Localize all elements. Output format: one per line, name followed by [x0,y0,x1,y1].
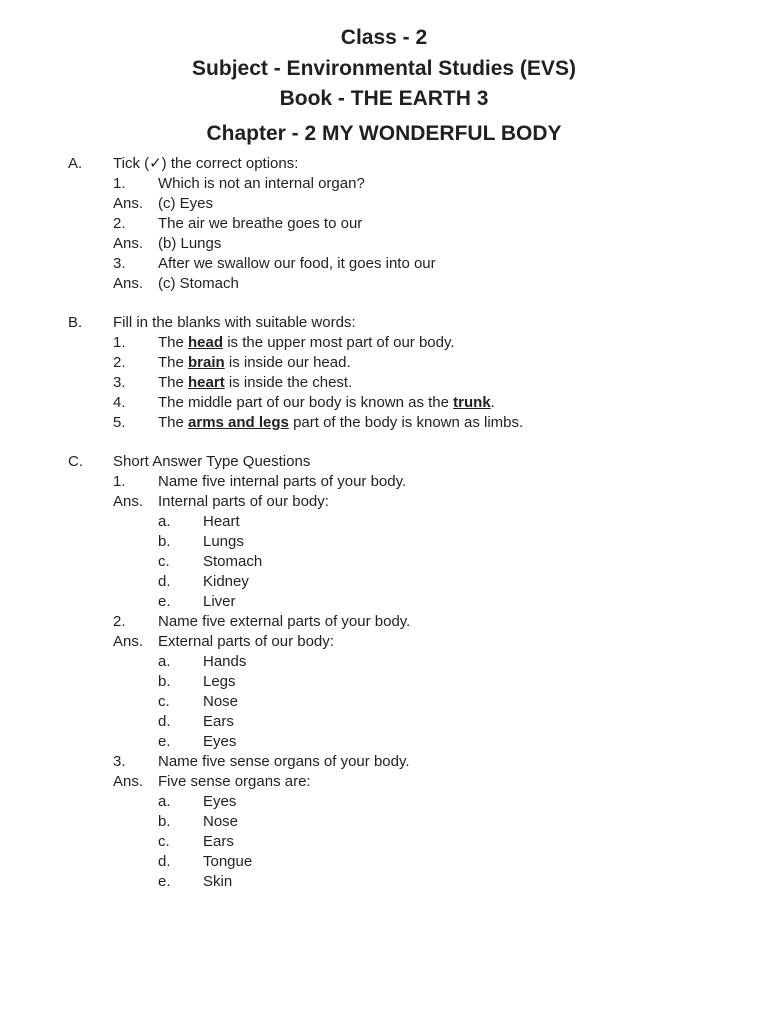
list-text: Nose [203,813,239,830]
question-text: Name five sense organs of your body. [158,753,410,770]
fill-blank-row [0,413,768,433]
list-item [0,692,768,712]
list-text: Ears [203,833,234,850]
sentence-end: part of the body is known as limbs. [288,414,524,431]
list-text: Legs [203,673,236,690]
answer-intro: External parts of our body: [158,633,334,650]
list-text: Hands [203,653,247,670]
fill-blank-sentence [158,393,495,413]
question-number: 4. [113,394,126,411]
answer-label: Ans. [113,633,144,650]
fill-blank-sentence [158,373,352,393]
list-text: Nose [203,693,239,710]
list-text: Ears [203,713,234,730]
list-letter: c. [158,693,170,710]
list-text: Eyes [203,793,237,810]
question-row [0,752,768,772]
question-number: 3. [113,374,126,391]
list-letter: d. [158,853,171,870]
sentence-end: . [490,394,495,411]
section-title: Short Answer Type Questions [113,453,311,470]
list-item [0,552,768,572]
list-letter: e. [158,873,171,890]
list-item [0,512,768,532]
question-number: 2. [113,613,126,630]
question-number: 2. [113,215,126,232]
question-text: The air we breathe goes to our [158,215,363,232]
question-number: 3. [113,753,126,770]
question-number: 1. [113,334,126,351]
section-a-title-row [0,154,768,174]
sentence-start: The [158,334,189,351]
list-item [0,792,768,812]
fill-blank-sentence [158,413,523,433]
answer-row [0,194,768,214]
list-text: Lungs [203,533,244,550]
answer-label: Ans. [113,195,144,212]
list-text: Stomach [203,553,263,570]
section-letter: A. [68,155,83,172]
section-title: Fill in the blanks with suitable words: [113,314,356,331]
list-text: Liver [203,593,236,610]
list-letter: e. [158,733,171,750]
fill-blank-row [0,333,768,353]
section-spacer [0,433,768,452]
list-item [0,532,768,552]
subject-heading: Subject - Environmental Studies (EVS) [192,57,576,80]
list-letter: a. [158,653,171,670]
list-letter: b. [158,533,171,550]
section-spacer [0,294,768,313]
sentence-start: The [158,374,189,391]
list-letter: b. [158,813,171,830]
list-item [0,812,768,832]
blank-answer: arms and legs [188,414,289,431]
question-text: Name five external parts of your body. [158,613,411,630]
sentence-end: is inside our head. [224,354,351,371]
fill-blank-row [0,353,768,373]
class-heading: Class - 2 [340,26,428,49]
list-item [0,712,768,732]
chapter-heading: Chapter - 2 MY WONDERFUL BODY [206,122,562,145]
answer-text: (c) Stomach [158,275,239,292]
question-number: 3. [113,255,126,272]
list-item [0,872,768,892]
blank-answer: heart [188,374,225,391]
answer-row [0,234,768,254]
fill-blank-sentence [158,333,455,353]
list-item [0,672,768,692]
list-item [0,852,768,872]
section-c-title-row [0,452,768,472]
list-text: Skin [203,873,233,890]
list-item [0,652,768,672]
book-heading: Book - THE EARTH 3 [279,87,489,110]
list-text: Kidney [203,573,249,590]
sentence-start: The [158,414,189,431]
list-letter: c. [158,833,170,850]
answer-row [0,772,768,792]
fill-blank-sentence [158,353,351,373]
list-text: Heart [203,513,240,530]
question-text: Name five internal parts of your body. [158,473,407,490]
answer-label: Ans. [113,773,144,790]
answer-row [0,632,768,652]
answer-intro: Five sense organs are: [158,773,311,790]
answer-row [0,492,768,512]
fill-blank-row [0,373,768,393]
list-item [0,592,768,612]
question-number: 1. [113,175,126,192]
blank-answer: trunk [453,394,491,411]
section-letter: C. [68,453,83,470]
answer-row [0,274,768,294]
list-letter: a. [158,513,171,530]
list-item [0,832,768,852]
answer-text: (b) Lungs [158,235,222,252]
question-row [0,174,768,194]
blank-answer: brain [188,354,225,371]
answer-label: Ans. [113,493,144,510]
list-letter: e. [158,593,171,610]
question-number: 1. [113,473,126,490]
blank-answer: head [188,334,224,351]
list-item [0,732,768,752]
worksheet-body [0,154,768,892]
list-letter: b. [158,673,171,690]
question-text: After we swallow our food, it goes into our [158,255,436,272]
list-letter: a. [158,793,171,810]
answer-text: (c) Eyes [158,195,214,212]
sentence-start: The [158,354,189,371]
question-number: 5. [113,414,126,431]
sentence-start: The middle part of our body is known as the [158,394,454,411]
list-text: Tongue [203,853,253,870]
question-row [0,214,768,234]
answer-intro: Internal parts of our body: [158,493,329,510]
sentence-end: is inside the chest. [224,374,353,391]
answer-label: Ans. [113,275,144,292]
question-row [0,612,768,632]
question-row [0,472,768,492]
list-text: Eyes [203,733,237,750]
list-letter: d. [158,573,171,590]
section-b-title-row [0,313,768,333]
question-row [0,254,768,274]
list-item [0,572,768,592]
section-letter: B. [68,314,83,331]
list-letter: d. [158,713,171,730]
sentence-end: is the upper most part of our body. [223,334,455,351]
question-number: 2. [113,354,126,371]
fill-blank-row [0,393,768,413]
list-letter: c. [158,553,170,570]
question-text: Which is not an internal organ? [158,175,365,192]
answer-label: Ans. [113,235,144,252]
section-title: Tick (✓) the correct options: [113,155,299,172]
